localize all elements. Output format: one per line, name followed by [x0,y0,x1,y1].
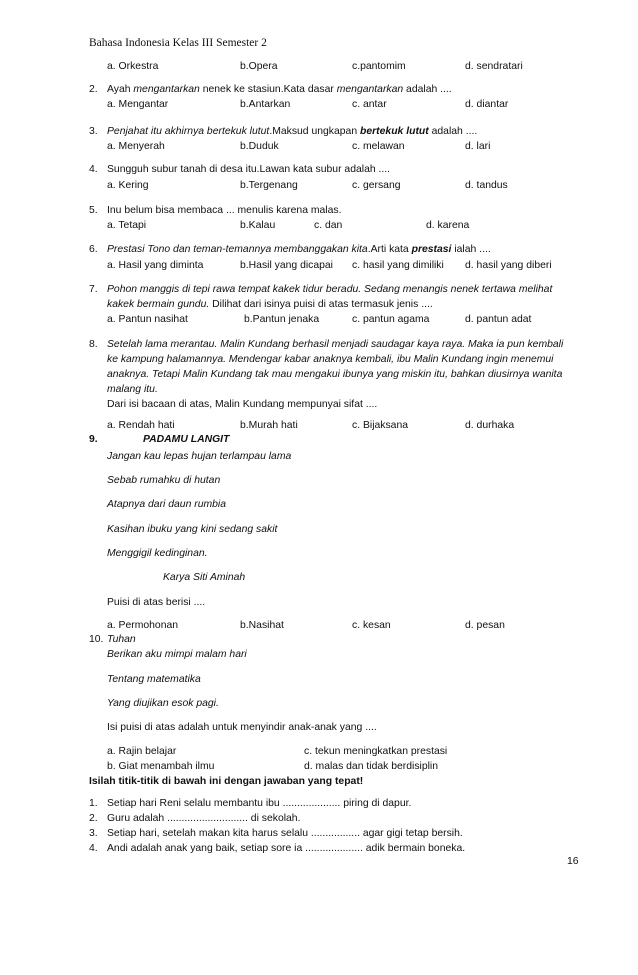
question-text: Ayah mengantarkan nenek ke stasiun.Kata dasar mengantarkan adalah .... [107,84,452,95]
option-d: d. sendratari [465,61,523,72]
question-7 [0,284,638,298]
section-instruction: Isilah titik-titik di bawah ini dengan jawaban yang tepat! [89,776,364,787]
option-c: c. Bijaksana [352,420,409,431]
question-number: 7. [89,284,98,295]
poem-line: Tuhan [107,634,136,645]
option-c: c. gersang [352,180,401,191]
question-9 [0,434,638,448]
option-a: a. Rajin belajar [107,746,177,757]
poem-line: Menggigil kedinginan. [107,548,208,559]
question-9-options [0,620,638,634]
option-d: d. tandus [465,180,508,191]
question-number: 10. [89,634,104,645]
option-a: a. Menyerah [107,141,165,152]
poem-author: Karya Siti Aminah [163,572,246,583]
question-text: Sungguh subur tanah di desa itu.Lawan kata subur adalah .... [107,164,391,175]
question-text-line-2: kakek bermain gundu. Dilihat dari isinya puisi di atas termasuk jenis .... [107,299,433,310]
poem-line: Berikan aku mimpi malam hari [107,649,247,660]
question-5-options [0,220,638,234]
option-d: d. durhaka [465,420,515,431]
fill-item-1 [0,798,638,812]
question-6 [0,244,638,258]
question-text-line-1: Pohon manggis di tepi rawa tempat kakek tidur beradu. Sedang menangis nenek tertawa melihat [107,284,553,295]
option-a: a. Permohonan [107,620,179,631]
question-8 [0,339,638,353]
poem-line: Kasihan ibuku yang kini sedang sakit [107,524,278,535]
question-text: Puisi di atas berisi .... [107,597,206,608]
question-text: Inu belum bisa membaca ... menulis karena malas. [107,205,342,216]
question-3-options [0,141,638,155]
option-c: c. antar [352,99,387,110]
option-a: a. Mengantar [107,99,169,110]
passage-line-2: ke kampung halamannya. Mendengar kabar anaknya kembali, ibu Malin Kundang ingin menemui [107,354,554,365]
poem-line: Tentang matematika [107,674,201,685]
option-d: d. karena [426,220,470,231]
question-7-options [0,314,638,328]
option-c: c. melawan [352,141,405,152]
option-b: b.Pantun jenaka [244,314,320,325]
question-text: Dari isi bacaan di atas, Malin Kundang mempunyai sifat .... [107,399,378,410]
option-a: a. Pantun nasihat [107,314,188,325]
option-a: a. Tetapi [107,220,147,231]
question-5 [0,205,638,219]
item-text: Setiap hari Reni selalu membantu ibu .................... piring di dapur. [107,798,412,809]
item-text: Guru adalah ............................ di sekolah. [107,813,301,824]
poem-line: Atapnya dari daun rumbia [107,499,226,510]
question-10 [0,634,638,648]
question-2-options [0,99,638,113]
fill-item-3 [0,828,638,842]
question-number: 3. [89,126,98,137]
passage-line-4: malang itu. [107,384,158,395]
option-a: a. Hasil yang diminta [107,260,204,271]
poem-line: Jangan kau lepas hujan terlampau lama [107,451,292,462]
option-c: c. dan [314,220,343,231]
question-text: Isi puisi di atas adalah untuk menyindir anak-anak yang .... [107,722,377,733]
question-number: 8. [89,339,98,350]
question-10-options-row-1 [0,746,638,760]
question-number: 5. [89,205,98,216]
question-text: Prestasi Tono dan teman-temannya membanggakan kita.Arti kata prestasi ialah .... [107,244,491,255]
option-b: b.Kalau [240,220,276,231]
option-c: c. kesan [352,620,391,631]
item-number: 1. [89,798,98,809]
poem-line: Yang diujikan esok pagi. [107,698,219,709]
item-number: 3. [89,828,98,839]
page-header: Bahasa Indonesia Kelas III Semester 2 [89,37,267,49]
item-text: Setiap hari, setelah makan kita harus selalu ................. agar gigi tetap bersih. [107,828,463,839]
option-b: b. Giat menambah ilmu [107,761,215,772]
option-b: b.Opera [240,61,278,72]
item-number: 2. [89,813,98,824]
item-text: Andi adalah anak yang baik, setiap sore ia .................... adik bermain boneka. [107,843,466,854]
question-8-options [0,420,638,434]
option-b: b.Duduk [240,141,279,152]
question-2 [0,84,638,98]
option-b: b.Tergenang [240,180,298,191]
option-d: d. pantun adat [465,314,532,325]
option-d: d. diantar [465,99,509,110]
fill-item-4 [0,843,638,857]
question-4 [0,164,638,178]
question-1-options [0,61,638,75]
passage-line-3: anaknya. Tetapi Malin Kundang tak mau mengakui ibunya yang miskin itu, bahkan diusirnya wanita [107,369,563,380]
option-b: b.Hasil yang dicapai [240,260,333,271]
question-4-options [0,180,638,194]
question-7-line-2 [0,299,638,313]
poem-title: PADAMU LANGIT [143,434,230,445]
option-b: b.Nasihat [240,620,284,631]
option-d: d. malas dan tidak berdisiplin [304,761,438,772]
poem-line: Sebab rumahku di hutan [107,475,221,486]
item-number: 4. [89,843,98,854]
question-10-options-row-2 [0,761,638,775]
option-a: a. Orkestra [107,61,159,72]
option-d: d. pesan [465,620,505,631]
question-6-options [0,260,638,274]
option-d: d. lari [465,141,491,152]
option-b: b.Murah hati [240,420,298,431]
option-d: d. hasil yang diberi [465,260,552,271]
question-number: 6. [89,244,98,255]
option-a: a. Kering [107,180,149,191]
fill-item-2 [0,813,638,827]
option-b: b.Antarkan [240,99,291,110]
option-c: c. tekun meningkatkan prestasi [304,746,448,757]
question-number: 4. [89,164,98,175]
option-c: c.pantomim [352,61,406,72]
option-c: c. pantun agama [352,314,430,325]
question-number: 2. [89,84,98,95]
question-text: Penjahat itu akhirnya bertekuk lutut.Maksud ungkapan bertekuk lutut adalah .... [107,126,478,137]
option-c: c. hasil yang dimiliki [352,260,444,271]
question-3 [0,126,638,140]
option-a: a. Rendah hati [107,420,175,431]
question-number: 9. [89,434,98,445]
page-number: 16 [567,856,579,867]
passage-line-1: Setelah lama merantau. Malin Kundang berhasil menjadi saudagar kaya raya. Maka ia pun kembali [107,339,564,350]
